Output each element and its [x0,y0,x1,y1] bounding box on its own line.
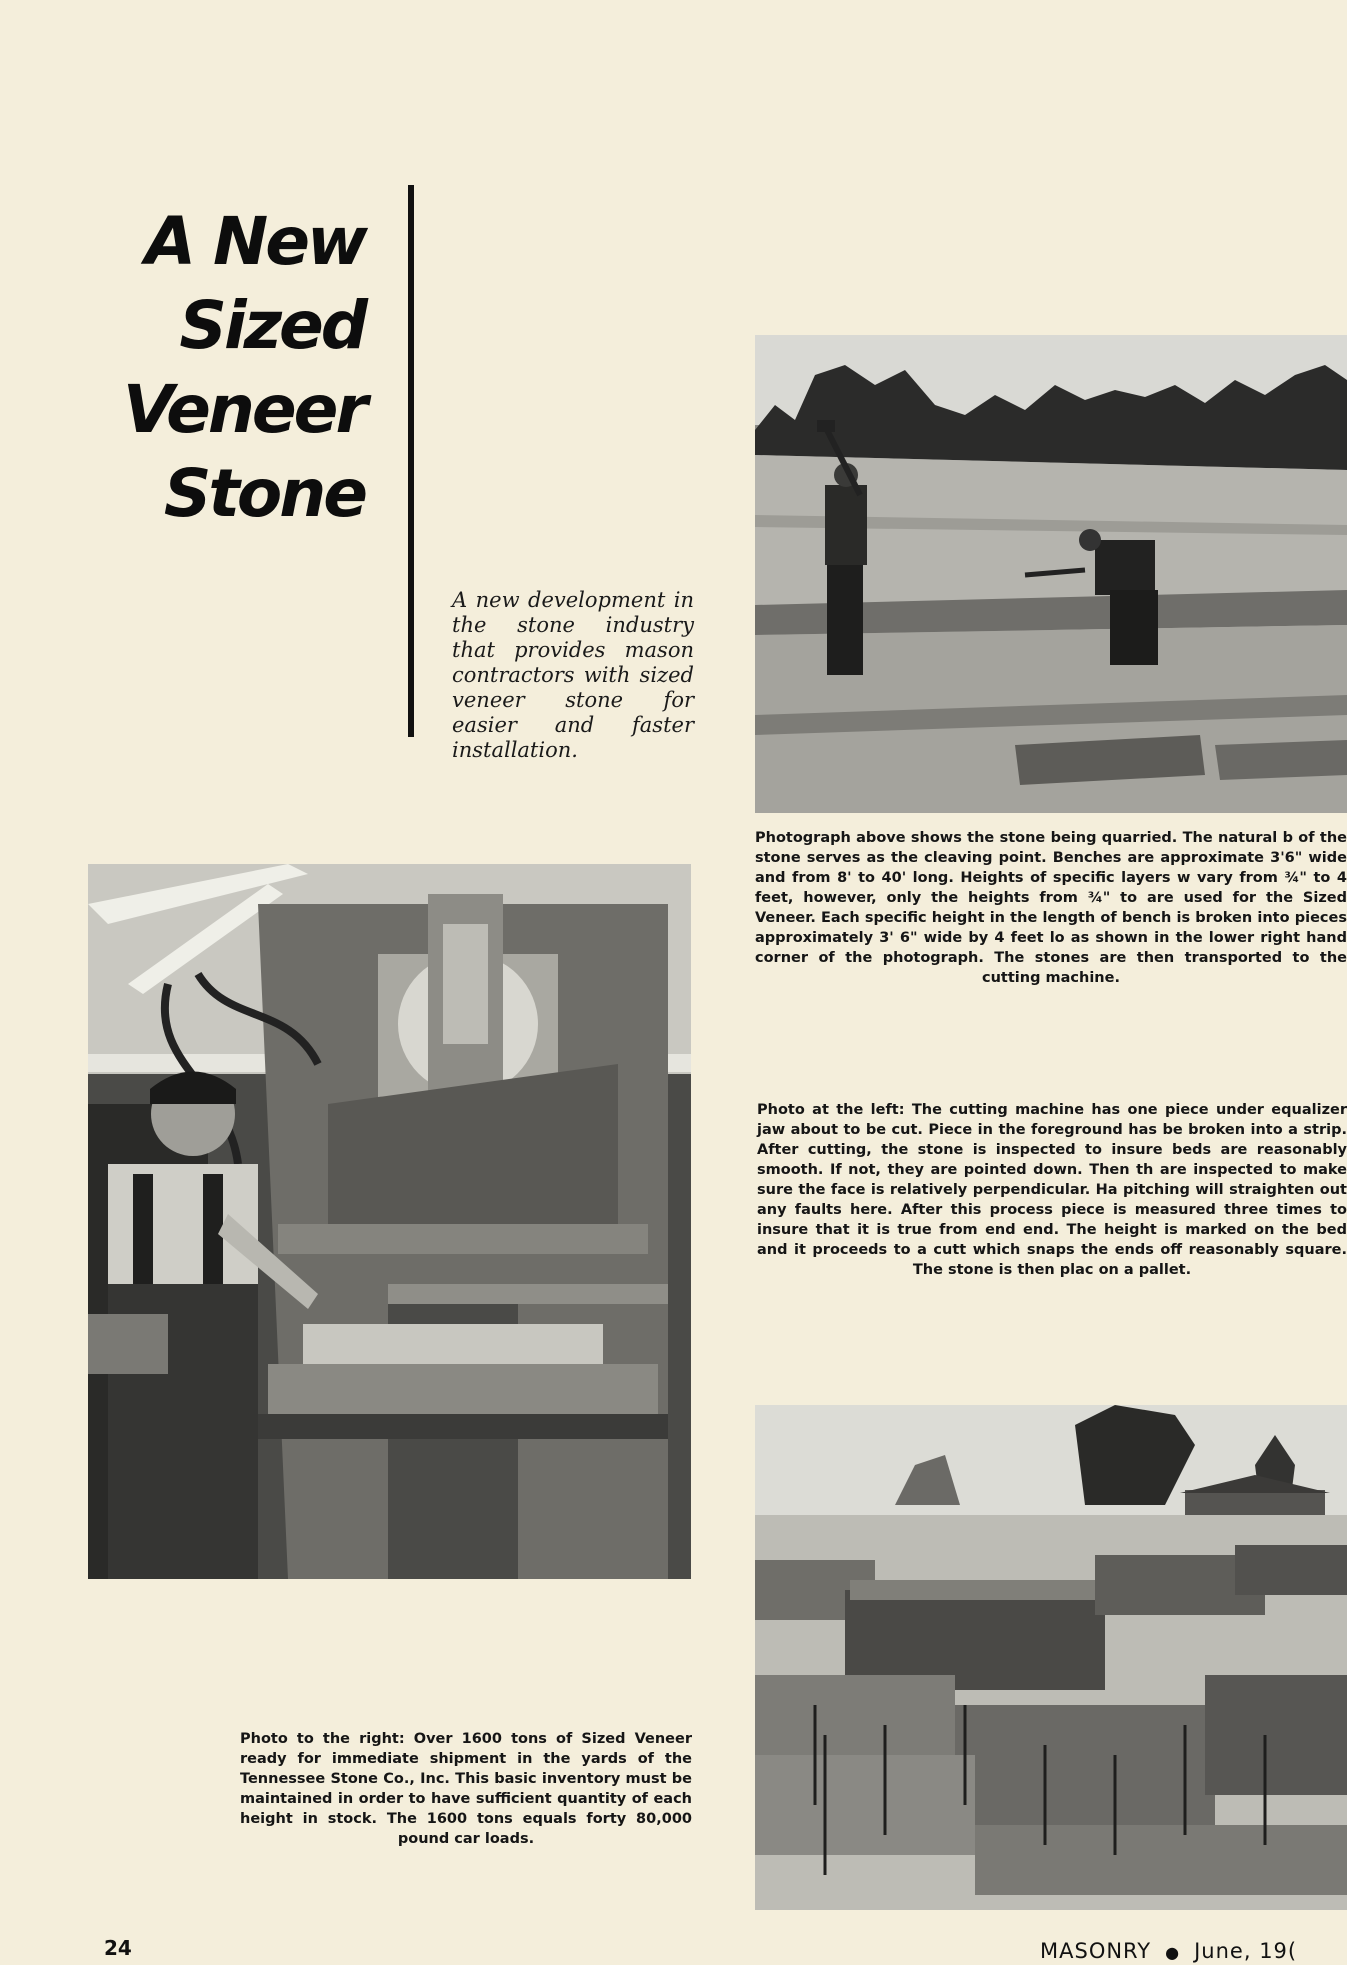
stone-yard-photo [755,1405,1347,1910]
magazine-name: MASONRY [1040,1939,1152,1963]
title-divider-rule [408,185,414,737]
running-footer [1040,1939,1297,1963]
yard-caption: Photo to the right: Over 1600 tons of Sized Veneer ready for immediate shipment in the yards of the Tennessee Stone Co., Inc. This basic inventory must be maintained in order to have sufficient quantity of each height in stock. The 1600 tons equals forty 80,000 pound car loads. [240,1731,692,1847]
quarry-caption: Photograph above shows the stone being quarried. The natural b of the stone serves as the cleaving point. Benches are approximate 3'6" wide and from 8' to 40' long. Heights of specific layers w vary from ¾" to 4 feet, however, only the heights from ¾" to are used for the Sized Veneer. Each specific height in the length of bench is broken into pieces approximately 3' 6" wide by 4 feet lo as shown in the lower right hand corner of the photograph. The stones are then transported to the cutting machine. [755,830,1347,986]
article-title [120,200,365,536]
issue-date: June, 19( [1194,1939,1298,1963]
title-line-1: A New [144,203,365,280]
title-line-2: Sized [179,287,365,364]
footer-bullet: ● [1165,1943,1181,1962]
article-deck: A new development in the stone industry that provides mason contractors with sized veneer stone for easier and faster installation. [452,588,694,762]
cutting-caption: Photo at the left: The cutting machine has one piece under equalizer jaw about to be cut. Piece in the foreground has be broken into a strip. After cutting, the stone is inspected to insure beds are reasonably smooth. If not, they are pointed down. Then th are inspected to make sure the face is relatively perpendicular. Ha pitching will straighten out any faults here. After this process piece is measured three times to insure that it is true from end end. The height is marked on the bed and it proceeds to a cutt which snaps the ends off reasonably square. The stone is then plac on a pallet. [757,1102,1347,1278]
page-number: 24 [104,1936,132,1960]
cutting-machine-photo [88,864,691,1579]
title-line-4: Stone [163,455,365,532]
quarry-photo [755,335,1347,813]
title-line-3: Veneer [122,371,365,448]
